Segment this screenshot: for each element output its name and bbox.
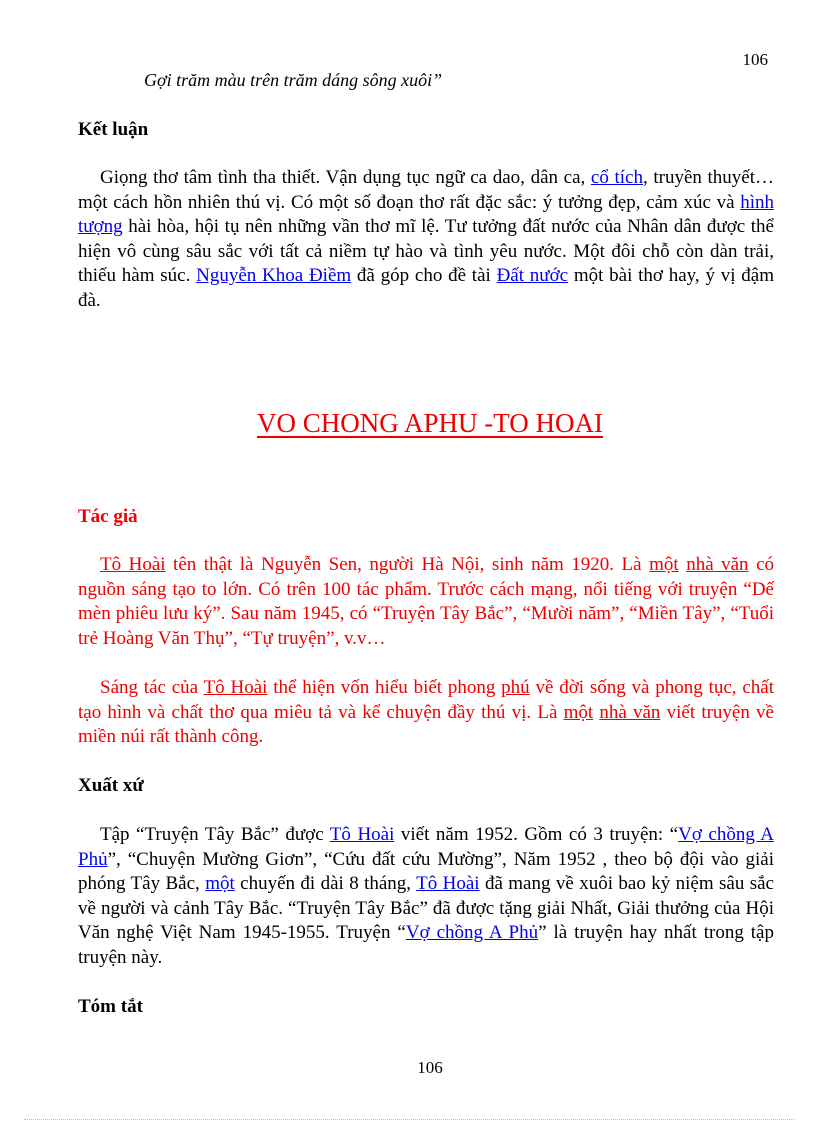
text-run: về đời sống và phong tục, chất tạo hình và chất thơ qua miêu tả và kể chuyện đầy thú vị. Là	[78, 677, 774, 723]
link-mot[interactable]: một	[205, 873, 235, 894]
heading-xuat-xu: Xuất xứ	[78, 775, 144, 796]
paragraph-tac-gia-2	[78, 676, 774, 750]
section-title	[0, 408, 816, 439]
link-co-tich[interactable]: cổ tích	[590, 167, 643, 188]
link-nguyen-khoa-diem[interactable]: Nguyễn Khoa Điềm	[196, 265, 352, 286]
text-run: ”, “Chuyện Mường Giơn”, “Cứu đất cứu Mường”, Năm 1952 , theo bộ đội vào giải phóng Tây Bắc,	[78, 848, 774, 894]
text-run: tên thật là Nguyễn Sen, người Hà Nội, sinh năm 1920. Là	[165, 554, 650, 575]
heading-tac-gia: Tác giả	[78, 506, 138, 527]
text-run: viết năm 1952. Gồm có 3 truyện: “	[394, 824, 679, 845]
text-run: thể hiện vốn hiểu biết phong	[267, 677, 502, 698]
page-number-top: 106	[742, 50, 768, 69]
page-number-bottom: 106	[417, 1058, 443, 1077]
paragraph-tac-gia-1	[78, 553, 774, 651]
heading-ket-luan: Kết luận	[78, 119, 149, 140]
text-run: có nguồn sáng tạo to lớn. Có trên 100 tác phẩm. Trước cách mạng, nổi tiếng với truyện “Dế mèn phiêu lưu ký”. Sau năm 1945, có “Truyện Tây Bắc”, “Mười năm”, “Miền Tây”, “Tuổi trẻ Hoàng Văn Thụ”, “Tự truyện”, v.v…	[78, 554, 774, 649]
text-run: đã góp cho đề tài	[351, 265, 497, 286]
text-run: đã mang về xuôi bao kỷ niệm sâu sắc về người và cảnh Tây Bắc. “Truyện Tây Bắc” đã được tặng giải Nhất, Giải thưởng của Hội Văn nghệ Việt Nam 1945-1955. Truyện “	[78, 873, 774, 943]
text-run: một bài thơ hay, ý vị đậm đà.	[78, 265, 774, 311]
link-phu[interactable]: phú	[501, 677, 530, 698]
link-to-hoai[interactable]: Tô Hoài	[100, 554, 166, 575]
heading-tom-tat: Tóm tắt	[78, 996, 143, 1017]
verse-line: Gợi trăm màu trên trăm dáng sông xuôi”	[144, 70, 443, 90]
text-run: Giọng thơ tâm tình tha thiết. Vận dụng tục ngữ ca dao, dân ca,	[100, 167, 591, 188]
link-to-hoai[interactable]: Tô Hoài	[203, 677, 268, 698]
link-nha-van[interactable]: nhà văn	[599, 701, 661, 723]
link-nha-van[interactable]: nhà văn	[686, 554, 749, 575]
link-mot[interactable]: một	[563, 701, 594, 723]
link-mot[interactable]: một	[649, 554, 679, 575]
text-run: ” là truyện hay nhất trong tập truyện này.	[78, 922, 774, 968]
text-run: , truyền thuyết… một cách hồn nhiên thú vị. Có một số đoạn thơ rất đặc sắc: ý tưởng đẹp, cảm xúc và	[78, 167, 774, 213]
text-run: Sáng tác của	[100, 677, 204, 698]
link-vo-chong-a-phu[interactable]: Vợ chồng A Phủ	[78, 824, 775, 870]
text-run: viết truyện về miền núi rất thành công.	[78, 701, 774, 747]
paragraph-ket-luan	[78, 166, 774, 313]
section-title-text: VO CHONG APHU -TO HOAI	[256, 408, 603, 438]
paragraph-xuat-xu	[78, 823, 774, 970]
link-hinh-tuong[interactable]: hình tượng	[78, 191, 774, 237]
link-to-hoai[interactable]: Tô Hoài	[329, 824, 395, 845]
text-run: Tập “Truyện Tây Bắc” được	[100, 824, 330, 845]
text-run: chuyến đi dài 8 tháng,	[234, 873, 417, 894]
page-bottom-divider	[24, 1119, 794, 1120]
text-run: hài hòa, hội tụ nên những vần thơ mĩ lệ. Tư tưởng đất nước của Nhân dân được thể hiện vô cùng sâu sắc với tất cả niềm tự hào và tình yêu nước. Một đôi chỗ còn dàn trải, thiếu hàm súc.	[78, 216, 774, 286]
link-dat-nuoc[interactable]: Đất nước	[496, 265, 569, 286]
link-vo-chong-a-phu[interactable]: Vợ chồng A Phủ	[405, 922, 539, 943]
link-to-hoai[interactable]: Tô Hoài	[416, 873, 480, 894]
